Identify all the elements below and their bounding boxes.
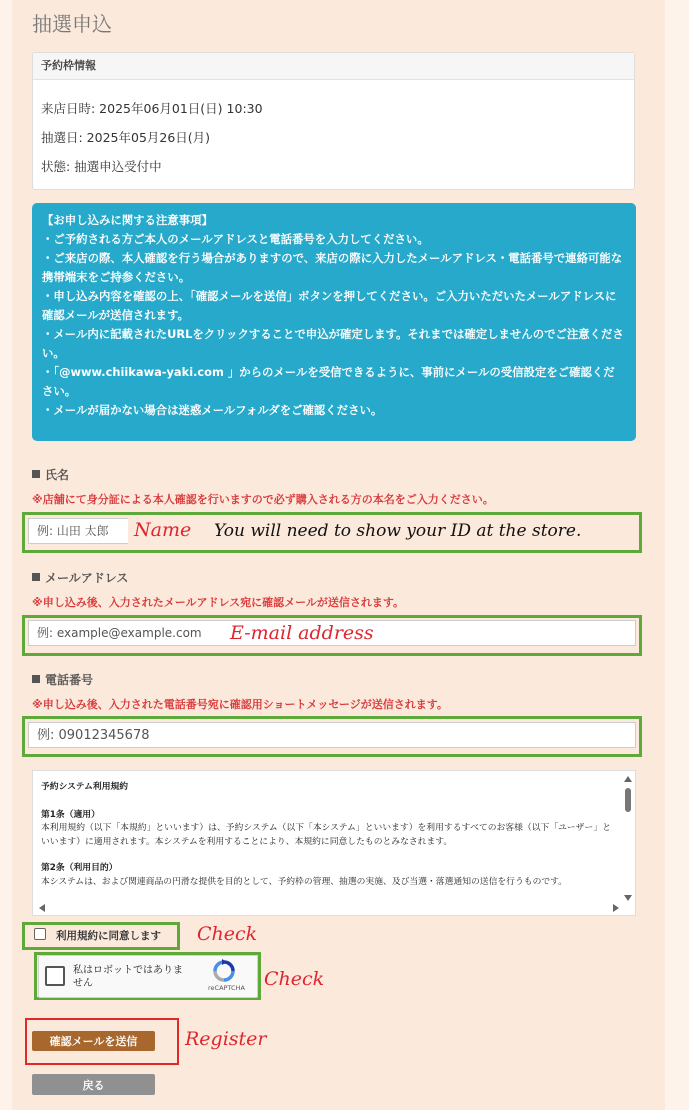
phone-input[interactable]: [28, 722, 636, 748]
terms-content: [41, 781, 619, 916]
scroll-right-icon[interactable]: [613, 904, 619, 912]
terms-title: 予約システム利用規約: [41, 782, 129, 792]
email-warning: ※申し込み後、入力されたメールアドレス宛に確認メールが送信されます。: [32, 596, 405, 609]
recaptcha-text: 私はロボットではありません: [73, 965, 183, 989]
recaptcha-logo-icon: [209, 959, 239, 983]
name-warning: ※店舗にて身分証による本人確認を行いますので必ず購入される方の本名をご入力ください。: [32, 493, 494, 506]
recaptcha-checkbox[interactable]: [45, 966, 65, 986]
terms-scroll-box[interactable]: [32, 770, 636, 916]
terms-article-heading: 第2条（利用目的）: [41, 863, 118, 873]
back-button[interactable]: 戻る: [32, 1074, 155, 1095]
name-annotation-note: You will need to show your ID at the store.: [214, 521, 582, 541]
notice-line: ・ご予約される方ご本人のメールアドレスと電話番号を入力してください。: [42, 232, 429, 246]
notice-line: ・「@www.chiikawa-yaki.com 」からのメールを受信できるように、事前にメールの受信設定をご確認ください。: [42, 365, 615, 398]
page-title: 抽選申込: [32, 12, 112, 36]
register-annotation: Register: [185, 1028, 267, 1050]
phone-label: 電話番号: [32, 671, 93, 688]
notice-line: ・ご来店の際、本人確認を行う場合がありますので、来店の際に入力したメールアドレス・電話番号で連絡可能な携帯端末をご持参ください。: [42, 251, 623, 284]
terms-vertical-scrollbar[interactable]: [621, 771, 635, 901]
notice-line: ・メールが届かない場合は迷惑メールフォルダをご確認ください。: [42, 403, 383, 417]
email-annotation: E-mail address: [230, 622, 374, 644]
agree-label[interactable]: 利用規約に同意します: [56, 930, 161, 942]
agree-checkbox[interactable]: [34, 928, 46, 940]
email-label: メールアドレス: [32, 569, 128, 586]
notice-line: ・申し込み内容を確認の上、「確認メールを送信」ボタンを押してください。ご入力いただいたメールアドレスに確認メールが送信されます。: [42, 289, 617, 322]
captcha-annotation: Check: [264, 968, 325, 990]
square-bullet-icon: [32, 675, 40, 683]
name-input[interactable]: [28, 518, 128, 544]
reservation-status: 状態: 抽選申込受付中: [41, 159, 162, 174]
terms-horizontal-scrollbar[interactable]: [33, 901, 636, 915]
notice-box: [32, 203, 636, 441]
terms-article-body: 本利用規約（以下「本規約」といいます）は、予約システム（以下「本システム」といいます）を利用するすべてのお客様（以下「ユーザー」といいます）に適用されます。本システムを利用することにより、本規約に同意したものとみなされます。: [41, 823, 611, 847]
notice-line: 【お申し込みに関する注意事項】: [42, 213, 213, 227]
visit-datetime: 来店日時: 2025年06月01日(日) 10:30: [41, 101, 263, 116]
phone-warning: ※申し込み後、入力された電話番号宛に確認用ショートメッセージが送信されます。: [32, 698, 448, 711]
terms-article-body: 本システムは、および関連商品の円滑な提供を目的として、予約枠の管理、抽選の実施、及び当選・落選通知の送信を行うものです。: [41, 876, 568, 887]
name-label: 氏名: [32, 466, 69, 483]
send-confirmation-button[interactable]: 確認メールを送信: [32, 1031, 155, 1051]
lottery-date: 抽選日: 2025年05月26日(月): [41, 130, 211, 145]
square-bullet-icon: [32, 573, 40, 581]
notice-line: ・メール内に記載されたURLをクリックすることで申込が確定します。それまでは確定しませんのでご注意ください。: [42, 327, 624, 360]
terms-article-heading: 第1条（適用）: [41, 809, 100, 820]
scroll-up-icon[interactable]: [624, 776, 632, 782]
reservation-info-card: [32, 52, 635, 190]
reservation-info-header: 予約枠情報: [33, 53, 634, 80]
name-annotation: Name: [134, 519, 192, 541]
square-bullet-icon: [32, 470, 40, 478]
recaptcha-brand: reCAPTCHA: [208, 984, 245, 992]
scroll-left-icon[interactable]: [39, 904, 45, 912]
recaptcha-widget: [38, 955, 258, 998]
scroll-thumb[interactable]: [625, 788, 631, 812]
agree-annotation: Check: [197, 923, 258, 945]
